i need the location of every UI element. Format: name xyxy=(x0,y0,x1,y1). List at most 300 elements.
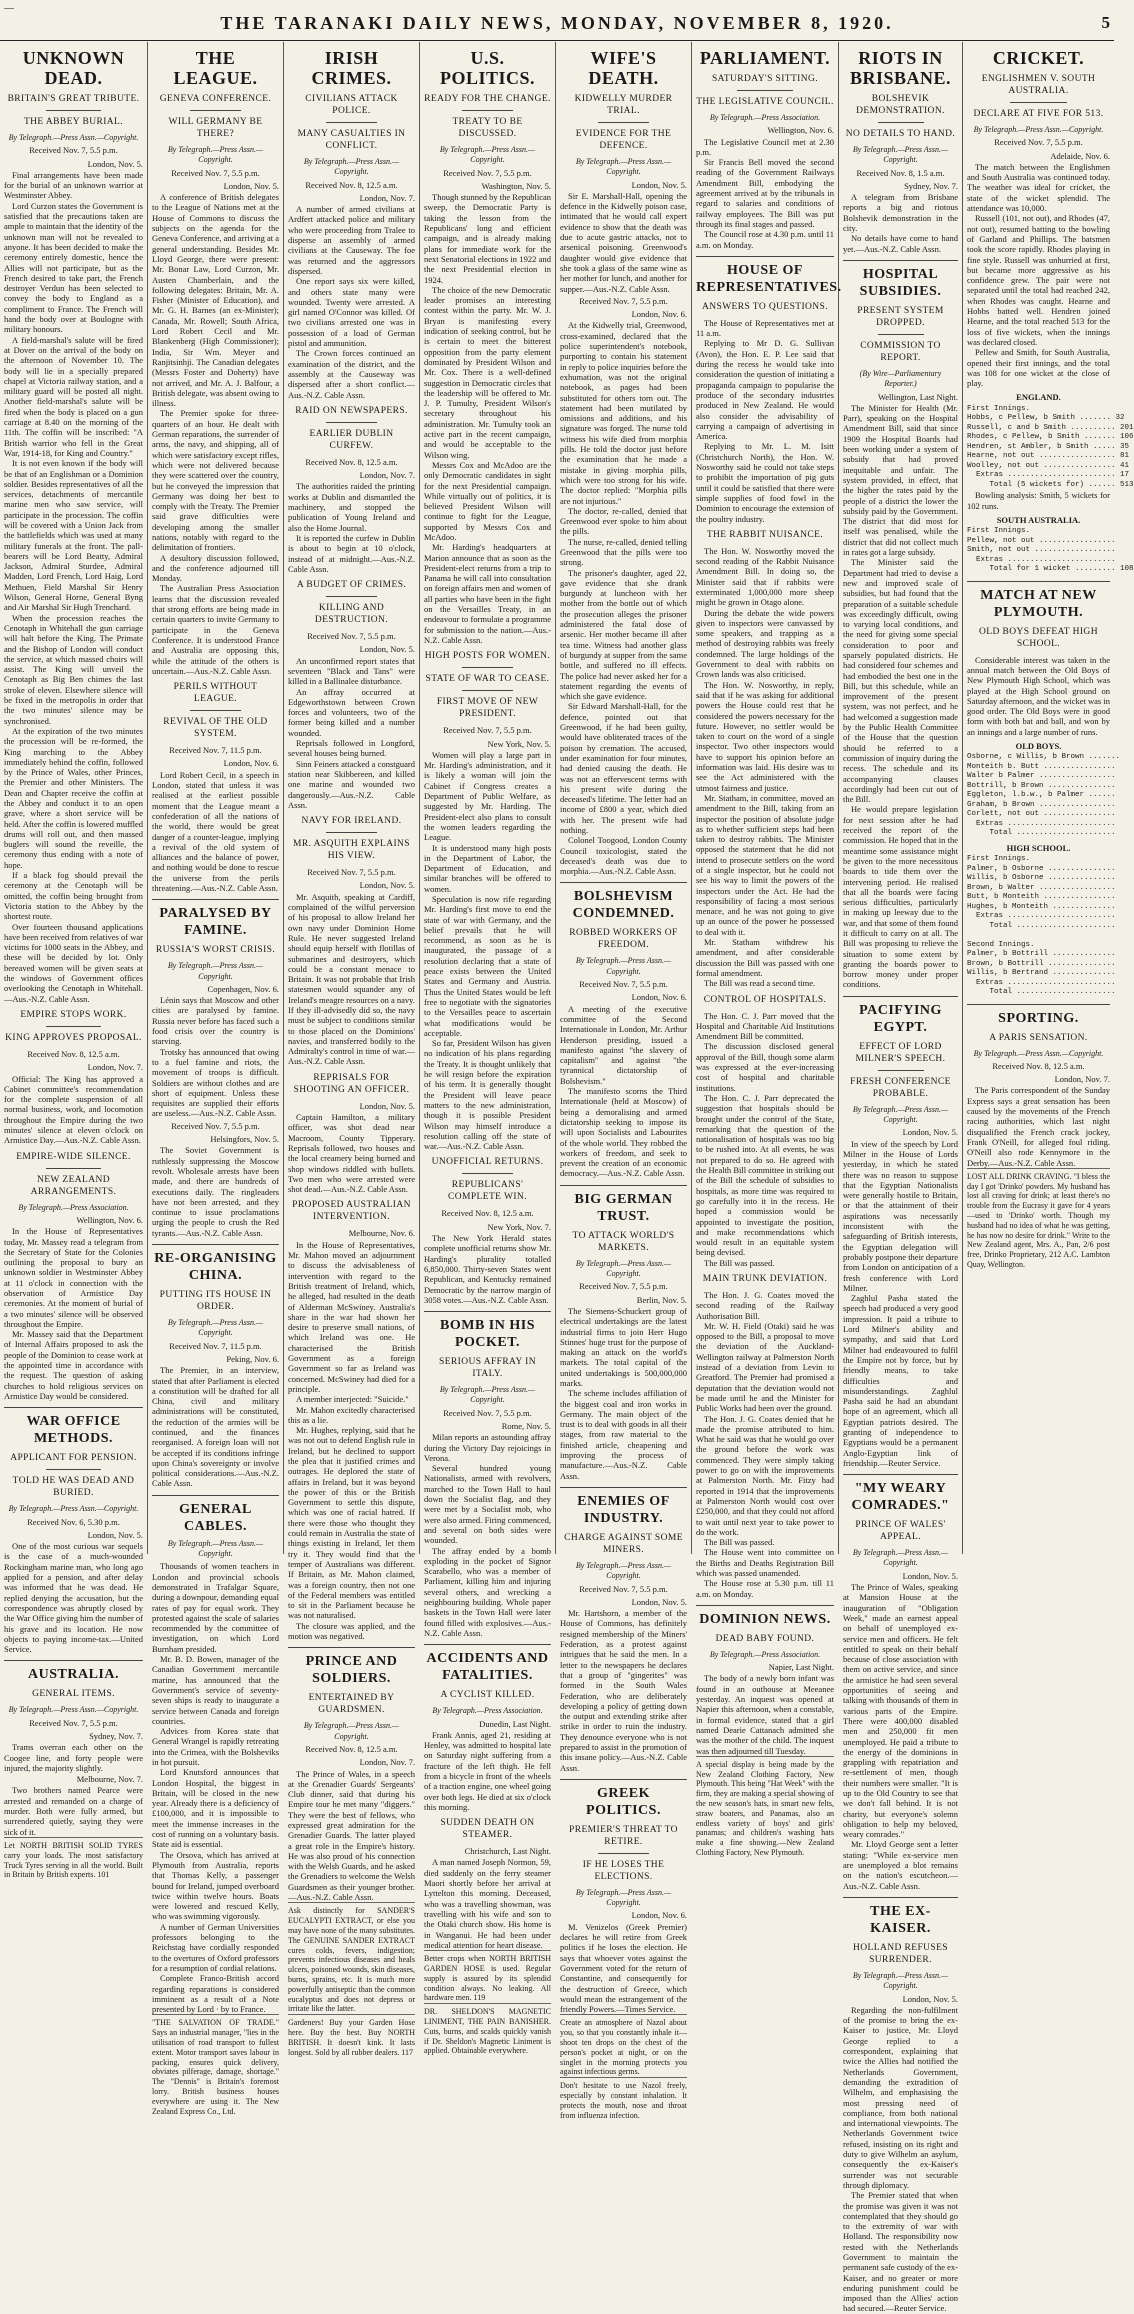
subheading: DEAD BABY FOUND. xyxy=(715,1633,815,1644)
divider xyxy=(462,667,513,668)
article-paragraph: Mr. Statham, in committee, moved an amendment to the Bill, taking from an inspector the position of absolute judge as to whether sufficient steps had been taken to destroy rabbits. The Minister opposed the statement that he did not intend to prosecute settlers on the word of a single inspector, but he could not see his way to limit the powers of the inspectors under the Act. He had the responsibility of facing a most serious menace, and he was not going to give up an ounce of the power he possessed to deal with it. xyxy=(696,792,834,937)
article-paragraph: A conference of British delegates to the League of Nations met at the House of Commons to discuss the subjects on the agenda for the Geneva Conference, and arriving at a general understanding. Besides Mr. Lloyd George, there were present: Mr. Bonar Law, Lord Curzon, Mr. Austen Chamberlain, and the following delegates: Britain, Mr. A. Fisher (Minister of Education), and Mr. G. H. Barnes (an ex-Minister); Canada, Mr. Rowell; South Africa, Lord Robert Cecil and Mr. Blankenberg (High Commissioner); India, Sir Wm. Meyer and Ranjitsinhji. The Canadian delegates (Messrs Foster and Doherty) have not arrived, and Mr. A. J. Balfour, a British delegate, was absent owing to illness. xyxy=(152,192,280,409)
dateline: Copenhagen, Nov. 6. xyxy=(207,983,279,994)
scorecard-title: HIGH SCHOOL. xyxy=(1006,842,1071,853)
received-line: Received Nov. 7, 5.5 p.m. xyxy=(29,145,118,156)
received-line: Received Nov. 7, 5.5 p.m. xyxy=(579,979,668,990)
headline: HOSPITAL SUBSIDIES. xyxy=(843,260,958,300)
article-paragraph: He would prepare legislation for next session after he had received the report of the commission. He hoped that in the meantime some assistance might be given to the more necessitous boards to tide them over the intervening period. He realised that all the boards were facing serious difficulties, particularly in making up leeway due to the war, and that some of them found it difficult to carry on at all. The Bill was proposing to relieve the situation to some extent by granting the boards power to borrow money under proper conditions. xyxy=(843,804,958,990)
article-paragraph: Regarding the non-fulfilment of the promise to bring the ex-Kaiser to justice, Mr. Lloyd George replied to a correspondent, explaining that twice the Allies had notified the Netherlands Government, demanding the extradition of Wilhelm, and emphasising the most pressing need of compliance, from both national and international viewpoints. The Netherlands Government twice refused, insisting on its right and duty to give Wilhelm an asylum, consequently the ex-Kaiser's surrender was not securable through diplomacy. xyxy=(843,2004,958,2190)
dateline: Peking, Nov. 6. xyxy=(226,1353,279,1364)
received-line: Received Nov. 8, 12.5 a.m. xyxy=(305,1743,398,1754)
received-line: Received Nov. 6, 5.30 p.m. xyxy=(27,1516,120,1527)
dateline: London, Nov. 5. xyxy=(631,179,687,190)
masthead-left-mark: — xyxy=(4,3,14,14)
subheading: MR. ASQUITH EXPLAINS HIS VIEW. xyxy=(293,839,410,862)
headline: MATCH AT NEW PLYMOUTH. xyxy=(967,581,1110,621)
article-paragraph: The New York Herald states complete unofficial returns show Mr. Harding's plurality totalled 6,850,000. Thirty-seven States went Republican, and Kentucky remained Democratic by the narrow margin of 3058 votes.—Aus.-N.Z. Cable Assn. xyxy=(424,1233,551,1305)
subheading: EARLIER DUBLIN CURFEW. xyxy=(309,428,394,451)
dateline: London, Nov. 5. xyxy=(631,1596,687,1607)
headline: THE LEAGUE. xyxy=(173,48,258,88)
article-paragraph: Lord Curzon states the Government is satisfied that the precautions taken are ample to maintain that the identity of the unknown man will not be revealed to anyone. It has been decided to make the ceremony entirely domestic, hence the Allies will not participate, but as the French desired to take part, the French destroyer Verdun has been selected to convey the body to England as a compliment to France. The French will hand the body over at Boulogne with military honours. xyxy=(4,200,143,335)
subheading: SERIOUS AFFRAY IN ITALY. xyxy=(439,1357,536,1380)
byline: By Telegraph.—Press Assn.—Copyright. xyxy=(575,1258,672,1279)
subheading: RAID ON NEWSPAPERS. xyxy=(295,405,408,416)
article-paragraph: Advices from Korea state that General Wrangel is rapidly retreating into the Crimea, with the Bolsheviks in hot pursuit. xyxy=(152,1726,279,1767)
article-paragraph: A number of armed civilians at Ardfert attacked police and military who were proceeding from Tralee to disperse an assembly of armed civilians at the Causeway. The foe was returned and the aggressors dispersed. xyxy=(288,204,415,276)
subheading: THE ABBEY BURIAL. xyxy=(23,117,124,127)
subheading: REPUBLICANS' COMPLETE WIN. xyxy=(448,1180,527,1203)
dateline: Melbourne, Nov. 7. xyxy=(76,1774,143,1785)
divider xyxy=(598,122,649,123)
article-paragraph: Mr. Asquith, speaking at Cardiff, complained of the wilful perversion of his proposal to allow Ireland her own navy under Dominion Home Rule. He never suggested Ireland should equip herself with flotillas of submarines and destroyers, which could be a constant menace to Britain. It was not probable that Irish statesmen would squander any of Ireland's meagre resources on a navy. If they ill-advisedly did so, the navy must be subject to conditions similar to those placed on the Dominions' navies, and transferred bodily to the Admiralty's control in time of war.—Aus.-N.Z. Cable Assn. xyxy=(288,891,416,1067)
divider xyxy=(190,710,241,711)
received-line: Received Nov. 7, 5.5 p.m. xyxy=(579,295,668,306)
masthead-title: THE TARANAKI DAILY NEWS, MONDAY, NOVEMBER 8, 1920. xyxy=(220,13,894,33)
advertisement: Gardeners! Buy your Garden Hose here. Buy the best. Buy NORTH BRITISH. It doesn't kink. It lasts longest. Sold by all rubber dealers. 117 xyxy=(288,2014,415,2057)
subheading: RUSSIA'S WORST CRISIS. xyxy=(155,945,276,956)
scorecard: First Innings. Hobbs, c Pellew, b Smith ....... 32 Russell, c and b Smith .......... 201 Rhodes, c Pellew, b Smith ....... 106 Hendren, st Ambler, b Smith ..... 35 Hearne, not out ................. 81 Woolley, not out ................ 41 Extras ........................ 17 Total (5 wickets for) ...... 513 xyxy=(967,404,1134,489)
dateline: London, Nov. 7. xyxy=(359,192,415,203)
article-paragraph: Mr. Hartshorn, a member of the House of Commons, has definitely resigned membership of the Miners' Federation, as a protest against intrigues that he said the men. In a letter to the newspapers he declares that a group of "gingerites" was formed in the South Wales Federation, who are deliberately developing a policy of getting down the output and extending strike after strike in order to ruin the industry. They denounce everyone who is not prepared to assist in the promotion of this insane policy.—Aus.-N.Z. Cable Assn. xyxy=(560,1608,688,1773)
article-paragraph: The Prince of Wales, speaking at Mansion House at the inauguration of "Obligation Week," made an earnest appeal on behalf of unemployed ex-service men and officers. He felt entitled to speak on their behalf because of close association with them on active service, and since the armistice he had seen several opportunities of seeing and talking with thousands of them in various parts of the Empire. There were 400,000 disabled men and 250,000 fit men unemployed. He paid a tribute to the energy of the dominions in grappling with repatriation and re-settlement of men, though their numbers were smaller. "It is up to the Old Country to see that we don't fall behind. It is not charity, but everyone's solemn obligation to help my beloved, weary comrades." xyxy=(843,1582,958,1840)
article-paragraph: Final arrangements have been made for the burial of an unknown warrior at Westminster Abbey. xyxy=(4,169,143,201)
received-line: Received Nov. 7, 5.5 p.m. xyxy=(171,1120,260,1131)
divider xyxy=(462,110,513,111)
headline: ACCIDENTS AND FATALITIES. xyxy=(424,1644,551,1684)
received-line: Received Nov. 7, 5.5 p.m. xyxy=(443,1407,532,1418)
article-paragraph: The doctor, re-called, denied that Greenwood ever spoke to him about the pills. xyxy=(560,505,687,537)
article-paragraph: The Orsova, which has arrived at Plymouth from Australia, reports that Thomas Kelly, a passenger bound for Ireland, jumped overboard twice within twelve hours. Boats were lowered and rescued Kelly, who was swimming vigorously. xyxy=(152,1849,279,1922)
divider xyxy=(326,122,377,123)
subheading: PROPOSED AUSTRALIAN INTERVENTION. xyxy=(292,1200,411,1223)
article-paragraph: Lénin says that Moscow and other cities are paralysed by famine. Russia never before has faced such a food crisis over the country is starving. xyxy=(152,995,279,1047)
headline: U.S. POLITICS. xyxy=(439,48,536,88)
article-paragraph: The Paris correspondent of the Sunday Express says a great sensation has been caused by the movements of the French racing authorities, which last night disqualified the French crack jockey, Frank O'Neill, for alleged foul riding. O'Neill also rode Kennymore in the Derby.—Aus.-N.Z. Cable Assn. xyxy=(967,1085,1110,1168)
received-line: Received Nov. 7, 5.5 p.m. xyxy=(443,725,532,736)
byline: By Telegraph.—Press Assn.—Copyright. xyxy=(852,145,949,165)
divider xyxy=(462,1173,513,1174)
dateline: London, Nov. 5. xyxy=(359,644,415,655)
article-paragraph: Sir E. Marshall-Hall, opening the defence in the Kidwelly poison case, intimated that he would call expert evidence to show that the death was due to acute gastric attacks, not to arsenical poisoning. Greenwood's daughter would give evidence that she took a glass of the same wine as her mother for lunch, and another for supper.—Aus.-N.Z. Cable Assn. xyxy=(560,190,687,294)
dateline: Wellington, Nov. 6. xyxy=(767,125,834,136)
headline: IRISH CRIMES. xyxy=(311,48,392,88)
article-paragraph: The affray ended by a bomb exploding in the pocket of Signor Scarabello, who was a member of Parliament, killing him and injuring several others, and wrecking a neighbouring building. Whole paper baskets in the Town Hall were later found filled with explosives.—Aus.-N.Z. Cable Assn. xyxy=(424,1545,551,1638)
subheading: EMPIRE STOPS WORK. xyxy=(20,1009,127,1020)
article-paragraph: Speculation is now rife regarding Mr. Harding's first move to end the state of war with Germany, and the belief prevails that he will recommend, as soon as he is inaugurated, the passage of a resolution declaring that a state of peace exists between the United States and Germany and Austria. Thus the United States would be left free to negotiate with the signatories to the Versailles peace to ascertain what modifications would be acceptable. xyxy=(424,894,551,1038)
subheading: CHARGE AGAINST SOME MINERS. xyxy=(564,1532,683,1555)
article-paragraph: Mr. Statham withdrew his amendment, and after considerable discussion the Bill was passed with one formal amendment. xyxy=(696,937,834,978)
article-paragraph: The House of Representatives met at 11 a.m. xyxy=(696,317,834,339)
headline: RE-ORGANISING CHINA. xyxy=(152,1244,279,1284)
received-line: Received Nov. 8, 12.5 a.m. xyxy=(305,179,398,190)
subheading: TO ATTACK WORLD'S MARKETS. xyxy=(572,1230,675,1253)
dateline: London, Nov. 5. xyxy=(87,1529,143,1540)
article-paragraph: Mr. Hughes, replying, said that he was not out to defend English rule in Ireland, but he declined to support the plea that it justified crimes and outrages. He deplored the state of affairs in Ireland, but it was beyond the power of this or the British Government to settle this dispute, which was one of racial hatred. If there were those who thought they could remain in Australia the state of things existing in Ireland, let them try it. They would find that the temper of Australians was different. If Britain, as Mr. Mahon claimed, was a foreign country, then not one of the Federal members was entitled to sit in the Parliament because he was not naturalised. xyxy=(288,1425,415,1621)
article-paragraph: Frank Annis, aged 21, residing at Henley, was admitted to hospital late on Saturday night suffering from a fracture of the left thigh. He fell from a bicycle in front of the wheels of a traction engine, one wheel going over both legs. He died at six o'clock this morning. xyxy=(424,1729,551,1812)
article-paragraph: It is reported the curfew in Dublin is about to begin at 10 o'clock, instead of at midnight.—Aus.-N.Z. Cable Assn. xyxy=(288,532,415,574)
headline: ENEMIES OF INDUSTRY. xyxy=(560,1487,687,1527)
article-paragraph: The choice of the new Democratic leader promises an interesting contest within the party. Mr. W. J. Bryan is manifesting every indication of seeking control, but he is certain to meet the bitterest opposition from the party element dominated by President Wilson and Mr. Cox. There is a well-defined suggestion in Democratic circles that the leadership will be offered to Mr. J. P. Tumulty, President Wilson's secretary throughout his administration. Mr. Tumulty took an active part in the recent campaign, and would be acceptable to the Wilson wing. xyxy=(424,284,551,460)
subheading: HIGH POSTS FOR WOMEN. xyxy=(424,651,551,662)
headline: HOUSE OF REPRESENTATIVES. xyxy=(696,256,834,296)
article-paragraph: Milan reports an astounding affray during the Victory Day rejoicings in Verona. xyxy=(424,1432,551,1463)
article-paragraph: Mr. W. H. Field (Otaki) said he was opposed to the Bill, a proposal to move the deviation of the Auckland-Wellington railway at Palmerston North instead of a deviation from Levin to Greatford. The Premier had promised a deputation that the deviation would not be made until he and the Minister for Public Works had been over the ground. xyxy=(696,1320,834,1414)
headline: BOLSHEVISM CONDEMNED. xyxy=(560,882,687,922)
scorecard-title: ENGLAND. xyxy=(1016,392,1061,403)
dateline: London, Nov. 5. xyxy=(359,1100,415,1111)
subheading: ROBBED WORKERS OF FREEDOM. xyxy=(569,928,678,951)
advertisement: Don't hesitate to use Nazol freely, especially by constant inhalation. It protects the mouth, nose and throat from influenza infection. xyxy=(560,2077,687,2120)
article-paragraph: The Siemens-Schuckert group of electrical undertakings are the latest industrial firms to join Herr Hugo Stinnes' huge trust for the purpose of making an attack on the world's markets. The total capital of the united undertakings is 500,000,000 marks. xyxy=(560,1305,687,1388)
subheading: ENGLISHMEN V. SOUTH AUSTRALIA. xyxy=(981,74,1096,96)
headline: AUSTRALIA. xyxy=(4,1660,143,1683)
column-5 xyxy=(556,42,692,2120)
dateline: Adelaide, Nov. 6. xyxy=(1050,150,1110,161)
article-paragraph: The House went into committee on the Births and Deaths Registration Bill which was passed unamended. xyxy=(696,1547,834,1578)
headline: WAR OFFICE METHODS. xyxy=(4,1407,143,1447)
article-paragraph: Considerable interest was taken in the annual match between the Old Boys of New Plymouth High School, which was played at the High School ground on Saturday afternoon, and the wicket was in good order. The Old Boys were in good form with both bat and ball, and won by an innings and a large number of runs. xyxy=(967,654,1110,737)
byline: By Telegraph.—Press Assn.—Copyright. xyxy=(575,1887,672,1908)
dateline: Berlin, Nov. 5. xyxy=(636,1294,687,1305)
received-line: Received Nov. 7, 5.5 p.m. xyxy=(443,167,532,178)
subheading: NO DETAILS TO HAND. xyxy=(845,129,956,139)
article-paragraph: The Hon. C. J. Parr moved that the Hospital and Charitable Aid Institutions Amendment Bill be committed. xyxy=(696,1010,834,1042)
byline: By Telegraph.—Press Association. xyxy=(709,1649,821,1659)
article-paragraph: The discussion disclosed general approval of the Bill, though some alarm was expressed at the ever-increasing cost of hospital and charitable institutions. xyxy=(696,1041,834,1093)
article-paragraph: The scheme includes affiliation of the biggest coal and iron works in Germany. The main object of the trust is to deal with goods in all their stages, from raw material to the finished article, cheapening and improving the process of manufacture.—Aus.-N.Z. Cable Assn. xyxy=(560,1388,687,1481)
subheading: A BUDGET OF CRIMES. xyxy=(296,580,407,591)
subheading: KIDWELLY MURDER TRIAL. xyxy=(574,94,673,116)
article-paragraph: The Bill was passed. xyxy=(704,1537,775,1548)
article-paragraph: A field-marshal's salute will be fired at Dover on the arrival of the body on the afternoon of November 10. The body will lie in a specially prepared chapel at Victoria railway station, and a military guard will be posted all night. Another field-marshal's salute will be fired when the body is placed on a gun carriage at 8.40 on the morning of the 11th. The coffin will be inscribed: "A British warrior who fell in the Great War, 1914-18, for King and Country." xyxy=(4,334,143,458)
subheading: FIRST MOVE OF NEW PRESIDENT. xyxy=(436,697,539,720)
dateline: New York, Nov. 5. xyxy=(487,738,551,749)
article-paragraph: Mr. Lloyd George sent a letter stating: "While ex-service men are unemployed a blot remains on the nation's escutcheon.—Aus.-N.Z. Cable Assn. xyxy=(843,1839,958,1891)
headline: BIG GERMAN TRUST. xyxy=(560,1185,687,1225)
byline: By Telegraph.—Press Assn.—Copyright. xyxy=(439,145,536,165)
dateline: New York, Nov. 7. xyxy=(487,1221,551,1232)
byline: By Telegraph.—Press Association. xyxy=(432,1706,543,1716)
byline: By Telegraph.—Press Assn.—Copyright. xyxy=(167,961,264,981)
byline: By Telegraph.—Press Assn.—Copyright. xyxy=(303,157,400,177)
dateline: London, Nov. 5. xyxy=(902,1993,958,2004)
headline: PRINCE AND SOLDIERS. xyxy=(288,1647,415,1687)
subheading: EFFECT OF LORD MILNER'S SPEECH. xyxy=(855,1041,946,1064)
received-line: Received Nov. 8, 1.5 a.m. xyxy=(856,167,945,178)
article-paragraph: Trotsky has announced that owing to a fuel famine and riots, the movement of troops is difficult. Soldiers are without clothes and are short of equipment. Unless these requisites are supplied their efforts are useless.—Aus.-N.Z. Cable Assn. xyxy=(152,1046,279,1119)
article-paragraph: In the House of Representatives today, Mr. Massey read a telegram from the Secretary of State for the Colonies outlining the proposal to bury an unknown soldier in Westminster Abbey at 11 o'clock in connection with the observation of Armistice Day ceremonies. At the moment of burial of a two minutes' silence will be observed throughout the Empire. xyxy=(4,1226,143,1329)
article-paragraph: Lord Knutsford announces that London Hospital, the biggest in Britain, will be closed in the new year. Already there is a deficiency of £100,000, and it is impossible to meet the immense increases in the cost of running on a voluntary basis. State aid is essential. xyxy=(152,1767,279,1850)
byline: By Telegraph.—Press Assn.—Copyright. xyxy=(167,1538,264,1559)
received-line: Received Nov. 8, 12.5 a.m. xyxy=(441,1208,534,1219)
subheading: THE RABBIT NUISANCE. xyxy=(706,529,824,540)
article-paragraph: The Crown forces continued an examination of the district, and the assembly at the Causeway was dispersed after a short conflict.—Aus.-N.Z. Cable Assn. xyxy=(288,348,415,400)
article-paragraph: Lord Robert Cecil, in a speech in London, stated that unless it was realised at the earliest possible moment that the League meant a confederation of all the nations of the world, there would be great danger of a counter-league, implying a revival of the old system of alliances and the balance of power, and nothing would be done to rescue the universe from the perils threatening.—Aus.-N.Z. Cable Assn. xyxy=(152,769,279,893)
subheading: NAVY FOR IRELAND. xyxy=(301,816,402,827)
advertisement: Ask distinctly for SANDER'S EUCALYPTI EXTRACT, or else you may have none of the many substitutes. The GENUINE SANDER EXTRACT cures colds, fevers, indigestion; prevents infectious diseases and heals ulcers, poisoned wounds, skin diseases, burns, sprains, etc. It is much more powerfully antiseptic than the common eucalyptus and does not depress or irritate like the latter. xyxy=(288,1902,415,2014)
subheading: PREMIER'S THREAT TO RETIRE. xyxy=(569,1824,678,1847)
article-paragraph: An affray occurred at Edgeworthstown between Crown forces and volunteers, two of the former being killed and a number wounded. xyxy=(288,686,415,738)
article-paragraph: The body of a newly born infant was found in an outhouse at Meeanee yesterday. An inquest was opened at Napier this afternoon, when a constable, in formal evidence, stated that a girl named Dearie Cattanach admitted she was the mother of the child. The inquest was then adjourned till Tuesday. xyxy=(696,1673,834,1756)
subheading: COMMISSION TO REPORT. xyxy=(860,340,941,363)
scorecard: First Innings. Palmer, b Osborne ............... Willis, b Osborne ............... Brown, b Walter ................. Butt, b Monteith ................ Hughes, b Monteith .............. Extras ........................ Total ...................... Second Innings. Palmer, b Bottrill .............. Brown, b Bottrill ............... Willis, b Bertrand .............. Extras ........................ Total ...................... xyxy=(967,855,1116,997)
dateline: London, Nov. 7. xyxy=(359,1757,415,1768)
article-paragraph: One of the most curious war sequels is the case of a much-wounded Rockingham marine man, who long ago applied for a pension, and after delay was informed that he was dead. He replied denying the accusation, but the correspondence was abruptly closed by the War Office giving him the number of his grave and its location. He now objects to paying income-tax.—United Service. xyxy=(4,1541,143,1655)
subheading: THE LEGISLATIVE COUNCIL. xyxy=(696,97,834,107)
subheading: APPLICANT FOR PENSION. xyxy=(10,1453,137,1464)
headline: PARALYSED BY FAMINE. xyxy=(152,899,279,939)
divider xyxy=(1010,102,1067,103)
article-paragraph: Mr. Mahon excitedly characterised this as a lie. xyxy=(288,1404,415,1425)
subheading: PRESENT SYSTEM DROPPED. xyxy=(857,305,944,328)
article-paragraph: A number of German Universities professors belonging to the Reichstag have cordially responded to the overtures of Oxford professors for a resumption of cordial relations. xyxy=(152,1921,279,1973)
subheading: REVIVAL OF THE OLD SYSTEM. xyxy=(163,717,268,740)
masthead xyxy=(0,0,1114,41)
dateline: Wellington, Nov. 6. xyxy=(76,1214,143,1225)
dateline: London, Nov. 6. xyxy=(631,1910,687,1921)
article-paragraph: Replying to Mr D. G. Sullivan (Avon), the Hon. E. P. Lee said that during the recess he would take into consideration the question of initiating a propaganda campaign to popularise the produce of the secondary industries produced in New Zealand. He would also consider the advisability of carrying a campaign of advertising in America. xyxy=(696,338,834,442)
article-paragraph: Two brothers named Pearce were arrested and remanded on a charge of murder. Both were fully armed, but surrendered quietly, saying they were sick of it. xyxy=(4,1785,143,1837)
divider xyxy=(46,1469,102,1470)
subheading: READY FOR THE CHANGE. xyxy=(424,94,551,104)
advertisement: "THE SALVATION OF TRADE." Says an industrial manager, "lies in the utilisation of road transport to fullest extent. Motor transport saves labour in packing, ensures quick delivery, obviates pilferage, damage, shortage." The "Dennis" is Britain's foremost lorry. British business houses everywhere are using it. The New Zealand Express Co., Ltd. xyxy=(152,2014,279,2116)
article-paragraph: The manifesto scorns the Third Internationale (held at Moscow) of being a demoralising and armed dictatorship seeking to impose its will upon Socialists and Labourites of the whole world. They robbed the workers of freedom, and seek to prevent the creation of an economic democracy.—Aus.-N.Z. Cable Assn. xyxy=(560,1086,687,1179)
received-line: Received Nov. 7, 5.5 p.m. xyxy=(307,631,396,642)
dateline: Sydney, Nov. 7. xyxy=(89,1731,143,1741)
article-paragraph: No details have come to hand yet.—Aus.-N.Z. Cable Assn. xyxy=(843,233,958,254)
subheading: GENEVA CONFERENCE. xyxy=(159,94,272,104)
article-paragraph: The Hon. W. Nosworthy, in reply, said that if he was asking for additional powers the House could rest that he considered the powers necessary for the future. However, no settler would be taken to court on the word of a single inspector. Two other inspectors would have to support his opinion before an information was laid. His desire was to see the Act administered with the utmost fairness and justice. xyxy=(696,679,834,793)
received-line: Received Nov. 7, 5.5 p.m. xyxy=(994,137,1083,148)
column-7 xyxy=(839,42,963,2314)
article-paragraph: Over fourteen thousand applications have been received from relatives of war victims for 1000 seats in the Abbey, and these will be decided by lot. Only bereaved women will be given seats at the windows of Government offices overlooking the Cenotaph in Whitehall.—Aus.-N.Z. Cable Assn. xyxy=(4,921,143,1004)
subheading: NEW ZEALAND ARRANGEMENTS. xyxy=(30,1174,117,1197)
article-paragraph: At the Kidwelly trial, Greenwood, cross-examined, declared that the police superintendent's notebook, purporting to contain his statement in reply to police inquiries before the exhumation, was not the original notebook, as pages had been substituted for others torn out. The statement had been mutilated by omissions and additions, and his signature was forged. The nurse told witness his wife died from morphia pills. He told the doctor just before the examination that he made a mistake in giving morphia pills, which were too strong for his wife. The doctor replied: "Morphia pills are not injurious." xyxy=(560,320,687,506)
received-line: Received Nov. 7, 11.5 p.m. xyxy=(169,1340,262,1351)
article-paragraph: Captain Hamilton, a military officer, was shot dead near Macroom, County Tipperary. Reprisals followed, two houses and the local creamery being burned and shop windows riddled with bullets. Two men who were arrested were shot dead.—Aus.-N.Z. Cable Assn. xyxy=(288,1112,415,1195)
article-paragraph: The Hon. J. G. Coates denied that he made the promise attributed to him. What he said was that he would go over the ground before the work was commenced. They were simply taking power to go on with the improvements at Palmerston North. Mr. Fitzy had reported in 1914 that the improvements at Palmerston North would cost over £250,000, and that they could not afford to wait until next year to take power to do the work. xyxy=(696,1413,834,1537)
columns xyxy=(0,42,1134,2314)
headline: "MY WEARY COMRADES." xyxy=(843,1474,958,1514)
article-paragraph: Though stunned by the Republican sweep, the Democratic Party is taking the lesson from the Republicans' long and efficient campaign, and is already making plans for immediate work for the next Senatorial elections in 1922 and the next Presidential election in 1924. xyxy=(424,192,551,285)
byline: By Telegraph.—Press Assn.—Copyright. xyxy=(167,1318,264,1338)
headline: PARLIAMENT. xyxy=(699,48,831,68)
subheading: PERILS WITHOUT LEAGUE. xyxy=(173,682,258,705)
article-paragraph: During the debate the wide powers given to inspectors were canvassed by some speakers, and trapping as a method of destroying rabbits was freely condemned. The large holdings of the Government to deal with rabbits on Crown lands was also criticised. xyxy=(696,607,834,680)
subheading: REPRISALS FOR SHOOTING AN OFFICER. xyxy=(293,1072,410,1095)
article-paragraph: The authorities raided the printing works at Dublin and dismantled the machinery, and stopped the publication of Young Ireland and also the Home Journal. xyxy=(288,481,415,533)
column-8 xyxy=(963,42,1134,1554)
article-paragraph: Mr. B. D. Bowen, manager of the Canadian Government mercantile marine, has announced that the Government's service of seventy-seven ships is ready to inaugurate a service between Canada and foreign countries. xyxy=(152,1654,279,1726)
subheading: TOLD HE WAS DEAD AND BURIED. xyxy=(12,1476,135,1499)
article-paragraph: The nurse, re-called, denied telling Greenwood that the pills were too strong. xyxy=(560,536,687,568)
article-paragraph: Official: The King has approved a Cabinet committee's recommendation for the complete suspension of all normal business, work, and locomotion throughout the Empire during the two minutes' silence at eleven o'clock on Armistice Day.—Aus.-N.Z. Cable Assn. xyxy=(4,1073,143,1146)
subheading: ANSWERS TO QUESTIONS. xyxy=(701,301,829,312)
article-paragraph: The Premier stated that when the promise was given it was not contemplated that they should go to the extremity of war with Holland. The responsibility now rested with the Netherlands Government to maintain the permanent safe custody of the ex-Kaiser, and no greater or more enduring punishment could be imposed than the Allies' action had secured.—Reuter Service. xyxy=(843,2190,958,2314)
received-line: Received Nov. 7, 5.5 p.m. xyxy=(171,167,260,178)
article-paragraph: A member interjected: "Suicide." xyxy=(296,1394,409,1405)
article-paragraph: Women will play a large part in Mr. Harding's administration, and it is likely a woman will join the Cabinet if Congress creates a Department of Public Welfare, as suggested by Mr. Harding. The President-elect also plans to consult the women leaders regarding the League. xyxy=(424,749,551,843)
dateline: London, Nov. 5. xyxy=(902,1570,958,1581)
article-paragraph: The Hon. W. Nosworthy moved the second reading of the Rabbit Nuisance Amendment Bill. In doing so, the Minister said that if rabbits were exterminated 1,000,000 more sheep might be grown in Otago alone. xyxy=(696,545,834,608)
received-line: Received Nov. 8, 12.5 a.m. xyxy=(305,456,398,467)
article-paragraph: Replying to Mr. L. M. Isitt (Christchurch North), the Hon. W. Nosworthy said he could not take steps to prohibit the importation of pig guts until it could be satisfied that there were simple supplies of food fowl in the Dominion to encourage the extension of the poultry industry. xyxy=(696,441,834,524)
subheading: STATE OF WAR TO CEASE. xyxy=(425,674,550,685)
received-line: Received Nov. 7, 5.5 p.m. xyxy=(579,1583,668,1594)
dateline: London, Nov. 7. xyxy=(1054,1074,1110,1085)
byline: By Telegraph.—Press Assn.—Copyright. xyxy=(575,956,672,976)
article-paragraph: Sinn Feiners attacked a constguard station near Skibbereen, and killed one marine and wounded two dangerously.—Aus.-N.Z. Cable Assn. xyxy=(288,758,415,810)
subheading: KING APPROVES PROPOSAL. xyxy=(5,1032,142,1043)
column-6 xyxy=(692,42,842,1858)
subheading: SUDDEN DEATH ON STEAMER. xyxy=(440,1818,535,1841)
article-paragraph: The Prince of Wales, in a speech at the Grenadier Guards' Sergeants' Club dinner, said that during his Empire tour he met many "diggers." They were the best of fellows, who expressed great admiration for the Grenadier Guards. The latter played a great role in the Empire's history. He was also proud of his connection with the Welsh Guards, and he asked the Grenadiers to welcome the Welsh Guardsmen as their younger brother.—Aus.-N.Z. Cable Assn. xyxy=(288,1768,415,1903)
article-paragraph: The Minister for Health (Mr. Parr), speaking on the Hospital Amendment Bill, said that since 1909 the Hospital Boards had been working under a system of subsidy that had proved inequitable and unfair. The system provided, in effect, that the higher the rates paid by the people of a district the lower the subsidy paid by the Government. The district that did most for itself was penalised, while the district that did not collect much in rates got a large subsidy. xyxy=(843,402,958,558)
subheading: MANY CASUALTIES IN CONFLICT. xyxy=(297,129,406,151)
divider xyxy=(462,690,513,691)
article-paragraph: The House rose at 5.30 p.m. till 11 a.m. on Monday. xyxy=(696,1578,834,1599)
divider xyxy=(598,1853,649,1854)
article-paragraph: The Soviet Government is ruthlessly suppressing the Moscow revolt. Wholesale arrests have been made, and there are hundreds of executions daily. The ringleaders have not been arrested, and they continue to issue proclamations urging the people to crush the Red tyrants.—Aus.-N.Z. Cable Assn. xyxy=(152,1145,279,1238)
subheading: SATURDAY'S SITTING. xyxy=(711,74,819,84)
article-paragraph: A meeting of the executive committee of the Second Internationale in London, Mr. Arthur Henderson presiding, issued a manifesto against "the slavery of capitalism" and against "the tyrannical dictatorship of Bolshevism." xyxy=(560,1003,687,1086)
divider xyxy=(737,90,792,91)
subheading: TREATY TO BE DISCUSSED. xyxy=(452,117,523,139)
page-number: 5 xyxy=(1101,13,1110,32)
article-paragraph: The Premier spoke for three-quarters of an hour. He dealt with German reparations, the surrender of arms, the navy, and shipping, all of which were satisfactory except rifles, which were not delivered because they were scattered over the country, but he conveyed the impression that Germany was doing her best to comply with the Treaty. The Premier said grave difficulties were developing among the smaller nations, notably with regard to the delimitation of frontiers. xyxy=(152,408,279,553)
article-paragraph: The Premier, in an interview, stated that after Parliament is elected a constitution will be drafted for all China, civil and military administrations will be constituted, the reduction of the armies will be continued, and the finances reorganised. A foreign loan will not be accepted if its conditions infringe upon China's sovereignty or involve political considerations.—Aus.-N.Z. Cable Assn. xyxy=(152,1365,279,1489)
divider xyxy=(190,110,241,111)
article-paragraph: The Council rose at 4.30 p.m. until 11 a.m. on Monday. xyxy=(696,229,834,250)
divider xyxy=(46,110,102,111)
scorecard: First Innings. Pellew, not out ................. Smith, not out .................. Extras ........................ Total for 1 wicket ......... 108 xyxy=(967,527,1134,574)
subheading: WILL GERMANY BE THERE? xyxy=(168,117,263,139)
subheading: MAIN TRUNK DEVIATION. xyxy=(702,1273,828,1284)
headline: DOMINION NEWS. xyxy=(696,1605,834,1628)
article-paragraph: A desultory discussion followed, and the conference adjourned till Monday. xyxy=(152,552,279,584)
byline: By Telegraph.—Press Assn.—Copyright. xyxy=(167,145,264,165)
subheading: EVIDENCE FOR THE DEFENCE. xyxy=(575,129,672,151)
dateline: London, Nov. 5. xyxy=(223,180,279,191)
article-paragraph: The closure was applied, and the motion was negatived. xyxy=(288,1620,415,1642)
headline: UNKNOWN DEAD. xyxy=(22,48,125,88)
subheading: IF HE LOSES THE ELECTIONS. xyxy=(582,1859,665,1882)
article-paragraph: The Minister said the Department had tried to devise a new and improved scale of subsidies, but had found that the preparation of a suitable schedule was exceedingly difficult, owing to varying local conditions, and the need for giving some special consideration to poor and sparsely populated districts. He had considered four schemes and had embodied the best one in the Bill, but this schedule, while an improvement of the present system, was not perfect, and he had welcomed a suggestion made by the Public Health Committee of the House that the question should be referred to a commission of inquiry during the recess. The schedule and its accompanying clauses accordingly had been cut out of the Bill. xyxy=(843,557,958,805)
subheading: FRESH CONFERENCE PROBABLE. xyxy=(850,1076,951,1099)
dateline: London, Nov. 5. xyxy=(87,158,143,169)
divider xyxy=(326,832,377,833)
subheading: KILLING AND DESTRUCTION. xyxy=(314,603,389,626)
article-paragraph: If a black fog should prevail the ceremony at the Cenotaph will be omitted, the coffin being brought from Victoria station to the Abbey by the shortest route. xyxy=(4,870,143,922)
article-paragraph: Zaghlul Pasha stated the speech had produced a very good impression. It paid a tribute to Lord Milner's ability and sympathy, and said that Lord Milner had endeavoured to fulfil the Empire not by force, but by friendly means, to take difficulties and misunderstandings. Zaghlul Pasha said he had an abundant hope of an agreement, which all Egyptian patriots desired. The granting of independence to Egyptians would be a permanent Anglo-Egyptian link of friendship.—Reuter Service. xyxy=(843,1293,958,1468)
article-paragraph: So far, President Wilson has given no indication of his plans regarding the Treaty. It is thought unlikely that he will resign before the expiration of his term. It is generally thought the President will leave peace matters to the new administration, though it is possible President Wilson may himself introduce a resolution calling off the state of war.—Aus.-N.Z. Cable Assn. xyxy=(424,1038,551,1152)
byline: By Telegraph.—Press Assn.—Copyright. xyxy=(439,1385,536,1405)
dateline: Napier, Last Night. xyxy=(768,1662,834,1673)
headline: GREEK POLITICS. xyxy=(560,1779,687,1819)
subheading: A CYCLIST KILLED. xyxy=(440,1690,535,1701)
article-paragraph: The prisoner's daughter, aged 22, gave evidence that she drank burgundy at luncheon with her mother from the bottle out of which the prosecution alleges the prisoner administered the fatal dose of arsenic. Her mother became ill after tea time. Witness had another glass of burgundy at supper from the same bottle, and suffered no ill effects. The police had never asked her for a statement regarding the events of which she gave evidence. xyxy=(560,567,687,702)
article-paragraph: It is not even known if the body will be that of an Englishman or a Dominion soldier. Besides representatives of all the services, detachments of mercantile marine men who saw service, will participate in the procession. The coffin will be covered with a Union Jack from the battlefields which was used at many military funerals at the front. The pall-bearers will be Lord Beatty, Admiral Jackson, Admiral Sturdee, Admiral Madden, Lord French, Lord Haig, Lord Methuen, Field Marshal Sir Henry Wilson, General Horne, General Byng and Air Marshal Sir Hugh Trenchard. xyxy=(4,458,143,613)
received-line: Received Nov. 7, 5.5 p.m. xyxy=(307,867,396,878)
subheading: HOLLAND REFUSES SURRENDER. xyxy=(853,1942,948,1965)
byline: (By Wire—Parliamentary Reporter.) xyxy=(859,368,942,389)
article-paragraph: The Bill was read a second time. xyxy=(704,978,816,989)
article-paragraph: The Bill was passed. xyxy=(704,1257,775,1268)
article-paragraph: Several hundred young Nationalists, armed with revolvers, marched to the Town Hall to haul down the Socialist flag, and they were met by a Socialist mob, who were also armed. Firing commenced, and several on both sides were wounded. xyxy=(424,1463,551,1546)
article-paragraph: In the House of Representatives, Mr. Mahon moved an adjournment to discuss the advisableness of intervention with regard to the British treatment of Ireland, which, he alleged, had resulted in the death of Alderman McSwiney. Australia's share in the war had shown her desire to preserve small nations, of which Ireland was one. He characterised the British Government as a foreign Government so far as Ireland was concerned. McSwiney had died for a principle. xyxy=(288,1239,415,1394)
subheading: CIVILIANS ATTACK POLICE. xyxy=(305,94,398,116)
article-paragraph: Sir Edward Marshall-Hall, for the defence, pointed out that Greenwood, if he had been guilty, would have obliterated traces of the poison by cremation. The accused, under examination for four minutes, had denied causing the death. He was not an effervescent terms with his present wife during the deceased's lifetime. The letter had an income of £800 a year, which died with her. The present wife had nothing. xyxy=(560,701,687,835)
received-line: Received Nov. 7, 11.5 p.m. xyxy=(169,745,262,756)
headline: PACIFYING EGYPT. xyxy=(843,996,958,1036)
byline: By Telegraph.—Press Assn.—Copyright. xyxy=(8,1504,139,1514)
column-1 xyxy=(0,42,148,1880)
article-paragraph: An unconfirmed report states that seventeen "Black and Tans" were killed in a Ballinalee disturbance. xyxy=(288,655,415,687)
subheading: DECLARE AT FIVE FOR 513. xyxy=(973,109,1104,119)
byline: By Telegraph.—Press Assn.—Copyright. xyxy=(575,157,672,177)
divider xyxy=(46,1026,102,1027)
byline: By Telegraph.—Press Assn.—Copyright. xyxy=(575,1560,672,1581)
divider xyxy=(878,1070,924,1071)
byline: By Telegraph.—Press Assn.—Copyright. xyxy=(973,1048,1104,1058)
article-paragraph: At the expiration of the two minutes the procession will be re-formed, the King marching to the Abbey immediately behind the coffin, followed by the Prince of Wales, other Princes, the Premier and other Ministers. The Dean and Chapter receive the coffin at the Abbey and conduct it to an open grave, where a short service will be held. After the coffin is lowered muffled drums will roll out, and then massed buglers will sound the reveille, the ceremony thus ending with a note of hope. xyxy=(4,725,143,870)
subheading: UNOFFICIAL RETURNS. xyxy=(431,1157,544,1168)
advertisement: Create an atmosphere of Nazol about you, so that you constantly inhale it—shoot ten drops on the chest of the person's pocket at night, or on the singlet in the morning protects you against infectious germs. xyxy=(560,2014,687,2077)
dateline: Washington, Nov. 5. xyxy=(481,180,551,191)
article-paragraph: Bowling analysis: Smith, 5 wickets for 102 runs. xyxy=(967,490,1110,511)
article-paragraph: Reprisals followed in Longford, several houses being burned. xyxy=(288,738,415,759)
column-2 xyxy=(148,42,284,2116)
article-paragraph: Pellew and Smith, for South Australia, opened their first innings, and the total was 108 for one wicket at the close of play. xyxy=(967,347,1110,389)
article-paragraph: Mr. Massey said that the Department of Internal Affairs proposed to ask the people of the Dominion to cease work at the appointed time in accordance with the request. The question of asking churches to hold religious services on Armistice Day would be considered. xyxy=(4,1329,143,1401)
dateline: London, Nov. 6. xyxy=(631,992,687,1003)
byline: By Telegraph.—Press Assn.—Copyright. xyxy=(852,1548,949,1568)
byline: By Telegraph.—Press Assn.—Copyright. xyxy=(8,1705,139,1715)
divider xyxy=(878,334,924,335)
byline: By Telegraph.—Press Assn.—Copyright. xyxy=(973,125,1104,134)
article-paragraph: Russell (101, not out), and Rhodes (47, not out), resumed batting to the bowling of Garland and Phillips. The batsmen took the score rapidly. Rhodes playing in fine style. Russell was unhurried at first, but became more aggressive as his confidence grew. The pair were not separated until the total had reached 242, when Rhodes was caught. Hearne and Hobbs batted well. Hendren joined Hearne, and the total reached 513 for the loss of five wickets, when the innings was declared closed. xyxy=(967,213,1110,347)
dateline: London, Nov. 7. xyxy=(359,470,415,481)
headline: CRICKET. xyxy=(992,48,1085,68)
subheading: CONTROL OF HOSPITALS. xyxy=(703,994,827,1005)
dateline: London, Nov. 6. xyxy=(223,758,279,769)
dateline: London, Nov. 5. xyxy=(902,1127,958,1138)
article-paragraph: In view of the speech by Lord Milner in the House of Lords yesterday, in which he stated there was no reason to suppose that the Egyptian Nationalists were generally hostile to Britain, or that the attainment of their aspirations was necessarily inconsistent with the safeguarding of British interests, the Egyptian delegation will probably postpone their departure from London on anticipation of a fresh conference with Lord Milner. xyxy=(843,1138,958,1293)
byline: By Telegraph.—Press Assn.—Copyright. xyxy=(303,1721,400,1741)
byline: By Telegraph.—Press Association. xyxy=(18,1202,129,1212)
article-paragraph: A telegram from Brisbane reports a big and riotous Bolshevik demonstration in the city. xyxy=(843,192,958,234)
article-paragraph: The match between the Englishmen and South Australia was continued today. The weather was ideal for cricket, the state of the wicket splendid. The attendance was 10,000. xyxy=(967,161,1110,214)
article-paragraph: Complete Franco-British accord regarding reparations is considered imminent as a result of a Note presented by Lord · by to France. xyxy=(152,1973,279,2015)
subheading: A PARIS SENSATION. xyxy=(989,1032,1088,1043)
headline: GENERAL CABLES. xyxy=(152,1495,279,1535)
subheading: BRITAIN'S GREAT TRIBUTE. xyxy=(7,94,140,104)
headline: RIOTS IN BRISBANE. xyxy=(849,48,952,88)
article-paragraph: A man named Joseph Normon, 59, died suddenly on the ferry steamer Maori shortly before her arrival at Lyttelton this morning. Deceased, who was a travelling showman, was travelling with his wife and son to the Otaki church show. His home is in Wanganui. He had been under medical attention for heart disease. xyxy=(424,1857,551,1950)
subheading: PRINCE OF WALES' APPEAL. xyxy=(855,1520,946,1543)
advertisement: DR. SHELDON'S MAGNETIC LINIMENT, THE PAIN BANISHER. Cuts, burns, and scalds quickly vanish if Dr. Sheldon's Magnetic Liniment is applied. Obtainable everywhere. xyxy=(424,2003,551,2056)
byline: By Telegraph.—Press Assn.—Copyright. xyxy=(8,133,139,142)
dateline: London, Nov. 7. xyxy=(87,1062,143,1073)
column-3 xyxy=(284,42,420,2057)
article-paragraph: The Australian Press Association learns that the discussion revealed that strong efforts are being made in certain quarters to invite Germany to participate in the Geneva Conference. It is understood France and Australia are opposing this, while the attitude of the others is uncertain.—Aus.-N.Z. Cable Assn. xyxy=(152,583,279,676)
article-paragraph: Colonel Toogood, London County Council toxicologist, stated the deceased's death was due to morphia.—Aus.-N.Z. Cable Assn. xyxy=(560,835,687,877)
dateline: Christchurch, Last Night. xyxy=(464,1846,551,1857)
dateline: Dunedin, Last Night. xyxy=(479,1718,551,1729)
article-paragraph: When the procession reaches the Cenotaph in Whitehall the gun carriage will halt before the King. The Primate and the Bishop of London will conduct the service, at which massed choirs will assist. The King will unveil the Cenotaph as Big Ben chimes the last stroke of eleven. Elsewhere silence will be fixed in the metropolis in order that the two minutes' silence may be synchronised. xyxy=(4,612,143,726)
byline: By Telegraph.—Press Assn.—Copyright. xyxy=(852,1970,949,1991)
